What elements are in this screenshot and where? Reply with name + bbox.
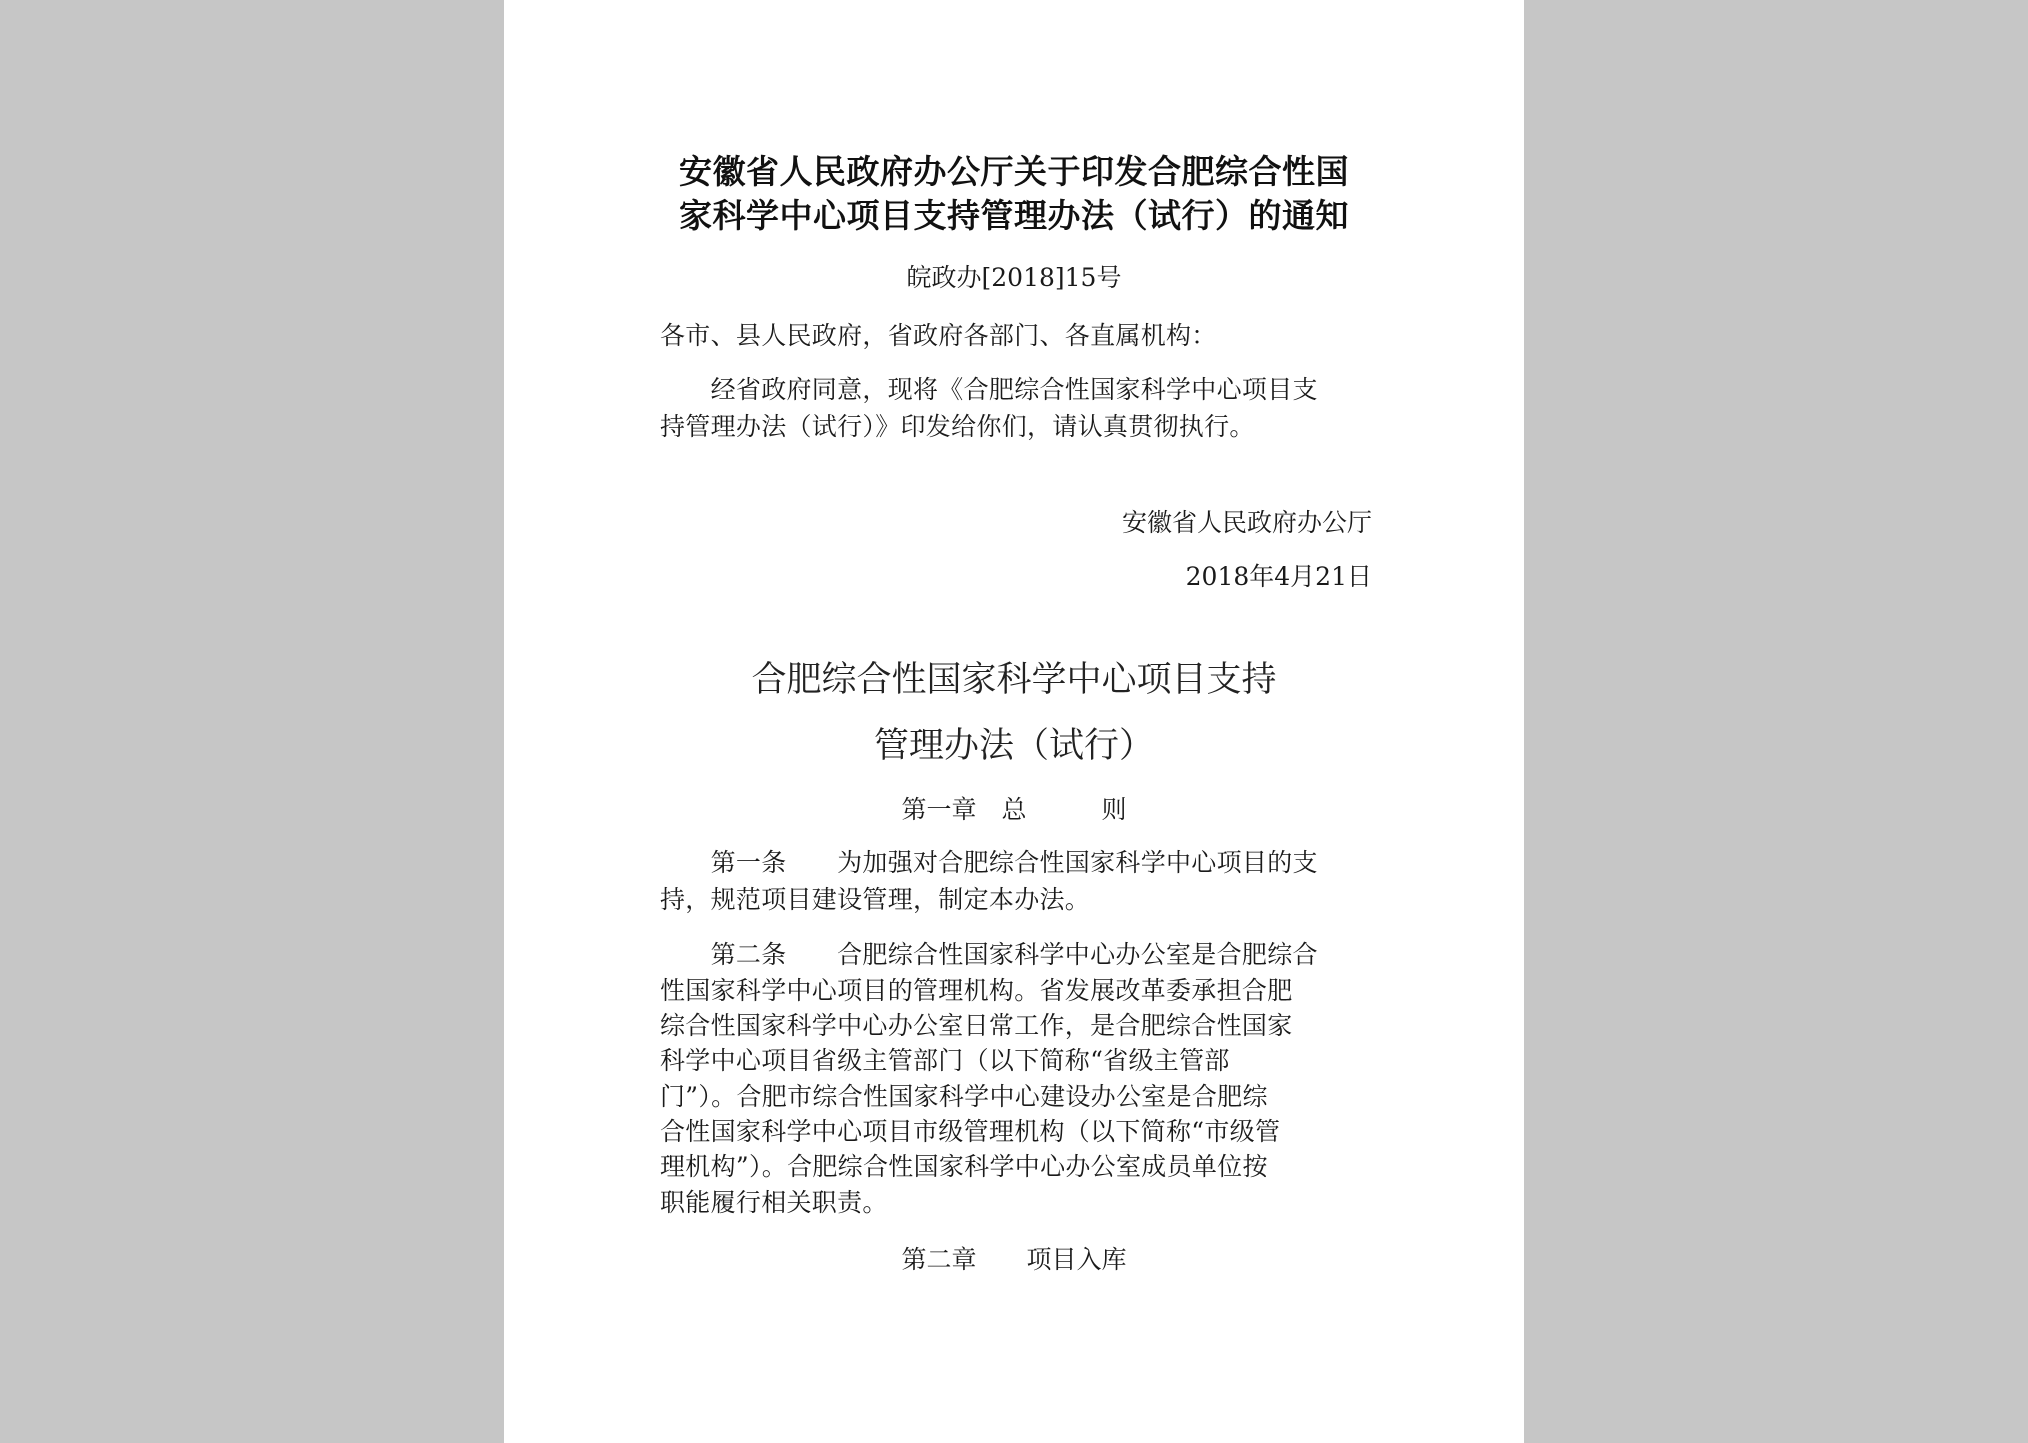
notice-title-line-1: 安徽省人民政府办公厅关于印发合肥综合性国 [679,152,1349,191]
article-1-line-1: 第一条 为加强对合肥综合性国家科学中心项目的支 [660,848,1318,877]
article-2-line-1: 第二条 合肥综合性国家科学中心办公室是合肥综合 [660,940,1318,969]
document-number: 皖政办[2018]15号 [906,263,1122,292]
measures-title-line-1: 合肥综合性国家科学中心项目支持 [751,660,1277,700]
chapter-1-heading: 第一章 总 则 [901,795,1127,824]
chapter-2-heading: 第二章 项目入库 [901,1245,1127,1274]
intro-line-1: 经省政府同意，现将《合肥综合性国家科学中心项目支 [660,375,1318,404]
article-2-line-7: 理机构”）。合肥综合性国家科学中心办公室成员单位按 [660,1152,1268,1181]
document-page [504,0,1524,1443]
measures-title-line-2: 管理办法（试行） [873,726,1154,766]
article-1-line-2: 持，规范项目建设管理，制定本办法。 [660,885,1091,914]
article-2-line-8: 职能履行相关职责。 [660,1188,888,1217]
article-2-line-4: 科学中心项目省级主管部门（以下简称“省级主管部 [660,1046,1230,1075]
signature-organization: 安徽省人民政府办公厅 [1121,508,1372,537]
article-2-line-2: 性国家科学中心项目的管理机构。省发展改革委承担合肥 [660,976,1293,1005]
article-2-line-6: 合性国家科学中心项目市级管理机构（以下简称“市级管 [660,1117,1281,1146]
addressee-line: 各市、县人民政府，省政府各部门、各直属机构： [660,321,1217,350]
notice-title-line-2: 家科学中心项目支持管理办法（试行）的通知 [679,196,1349,235]
article-2-line-3: 综合性国家科学中心办公室日常工作，是合肥综合性国家 [660,1011,1293,1040]
article-2-line-5: 门”）。合肥市综合性国家科学中心建设办公室是合肥综 [660,1082,1268,1111]
intro-line-2: 持管理办法（试行）》印发给你们，请认真贯彻执行。 [660,412,1255,441]
signature-date: 2018年4月21日 [1185,562,1372,591]
